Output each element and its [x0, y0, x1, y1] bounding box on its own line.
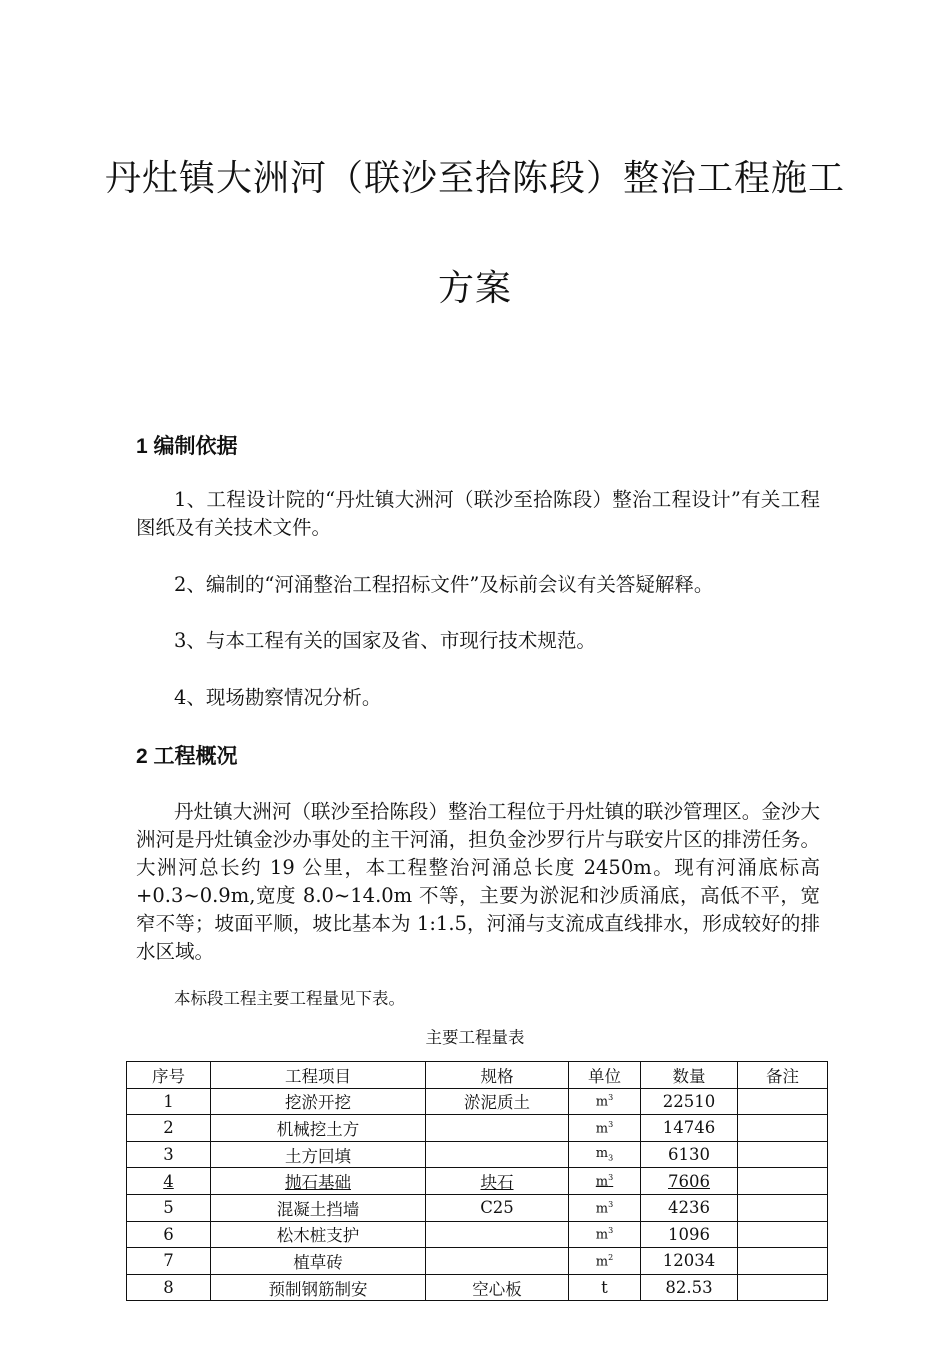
cell-spec	[426, 1141, 569, 1168]
cell-unit: $m^3$	[569, 1115, 641, 1142]
cell-spec: C25	[426, 1194, 569, 1221]
table-row	[127, 1248, 828, 1275]
basis-item-3: 3、与本工程有关的国家及省、市现行技术规范。	[174, 629, 596, 652]
cell-note	[738, 1115, 828, 1142]
cell-unit: $m_3$	[569, 1141, 641, 1168]
cell-note	[738, 1088, 828, 1115]
cell-qty: 14746	[641, 1115, 738, 1142]
cell-qty: 22510	[641, 1088, 738, 1115]
basis-item-2: 2、编制的“河涌整治工程招标文件”及标前会议有关答疑解释。	[174, 573, 714, 596]
table-row	[127, 1274, 828, 1301]
cell-note	[738, 1141, 828, 1168]
header-qty: 数量	[641, 1062, 738, 1089]
table-row	[127, 1088, 828, 1115]
table-intro: 本标段工程主要工程量见下表。	[174, 989, 405, 1008]
cell-spec: 空心板	[426, 1274, 569, 1301]
cell-no: 2	[127, 1115, 211, 1142]
cell-unit: $m^2$	[569, 1248, 641, 1275]
header-spec: 规格	[426, 1062, 569, 1089]
cell-unit: t	[569, 1274, 641, 1301]
overview-paragraph: 丹灶镇大洲河（联沙至拾陈段）整治工程位于丹灶镇的联沙管理区。金沙大洲河是丹灶镇金沙办事处的主干河涌，担负金沙罗行片与联安片区的排涝任务。大洲河总长约 19 公里，本工程整治河涌总长度 2450m。现有河涌底标高+0.3~0.9m,宽度 8.0~14.0m 不等，主要为淤泥和沙质涌底，高低不平，宽窄不等；坡面平顺，坡比基本为 1:1.5，河涌与支流成直线排水，形成较好的排水区域。	[136, 800, 820, 963]
cell-spec: 块石	[426, 1168, 569, 1195]
title-line-1: 丹灶镇大洲河（联沙至拾陈段）整治工程施工	[104, 158, 845, 199]
section-heading-1: 1 编制依据	[136, 435, 238, 458]
quantities-table	[126, 1061, 828, 1301]
header-item: 工程项目	[211, 1062, 426, 1089]
cell-no: 8	[127, 1274, 211, 1301]
cell-spec	[426, 1248, 569, 1275]
cell-qty: 1096	[641, 1221, 738, 1248]
cell-qty: 7606	[641, 1168, 738, 1195]
cell-note	[738, 1221, 828, 1248]
cell-no: 5	[127, 1194, 211, 1221]
cell-no: 4	[127, 1168, 211, 1195]
cell-no: 3	[127, 1141, 211, 1168]
cell-spec	[426, 1221, 569, 1248]
table-row	[127, 1141, 828, 1168]
cell-unit: $m^3$	[569, 1221, 641, 1248]
section-heading-2: 2 工程概况	[136, 745, 238, 768]
cell-unit: $m^3$	[569, 1194, 641, 1221]
header-note: 备注	[738, 1062, 828, 1089]
cell-item: 混凝土挡墙	[211, 1194, 426, 1221]
cell-item: 预制钢筋制安	[211, 1274, 426, 1301]
title-line-2: 方案	[437, 268, 512, 309]
cell-unit: $m^3$	[569, 1168, 641, 1195]
cell-no: 7	[127, 1248, 211, 1275]
cell-item: 机械挖土方	[211, 1115, 426, 1142]
cell-note	[738, 1274, 828, 1301]
cell-spec: 淤泥质土	[426, 1088, 569, 1115]
table-row	[127, 1168, 828, 1195]
cell-item: 植草砖	[211, 1248, 426, 1275]
cell-item: 松木桩支护	[211, 1221, 426, 1248]
table-row	[127, 1221, 828, 1248]
basis-item-4: 4、现场勘察情况分析。	[174, 686, 382, 709]
cell-note	[738, 1248, 828, 1275]
table-row	[127, 1115, 828, 1142]
cell-no: 6	[127, 1221, 211, 1248]
header-no: 序号	[127, 1062, 211, 1089]
cell-no: 1	[127, 1088, 211, 1115]
table-header-row	[127, 1062, 828, 1089]
cell-qty: 6130	[641, 1141, 738, 1168]
cell-qty: 4236	[641, 1194, 738, 1221]
cell-item: 土方回填	[211, 1141, 426, 1168]
cell-unit: $m^3$	[569, 1088, 641, 1115]
header-unit: 单位	[569, 1062, 641, 1089]
cell-note	[738, 1168, 828, 1195]
cell-spec	[426, 1115, 569, 1142]
cell-item: 挖淤开挖	[211, 1088, 426, 1115]
table-row	[127, 1194, 828, 1221]
basis-item-1: 1、工程设计院的“丹灶镇大洲河（联沙至拾陈段）整治工程设计”有关工程图纸及有关技术文件。	[136, 488, 820, 539]
table-caption: 主要工程量表	[425, 1028, 525, 1047]
cell-qty: 82.53	[641, 1274, 738, 1301]
cell-qty: 12034	[641, 1248, 738, 1275]
cell-note	[738, 1194, 828, 1221]
cell-item: 抛石基础	[211, 1168, 426, 1195]
